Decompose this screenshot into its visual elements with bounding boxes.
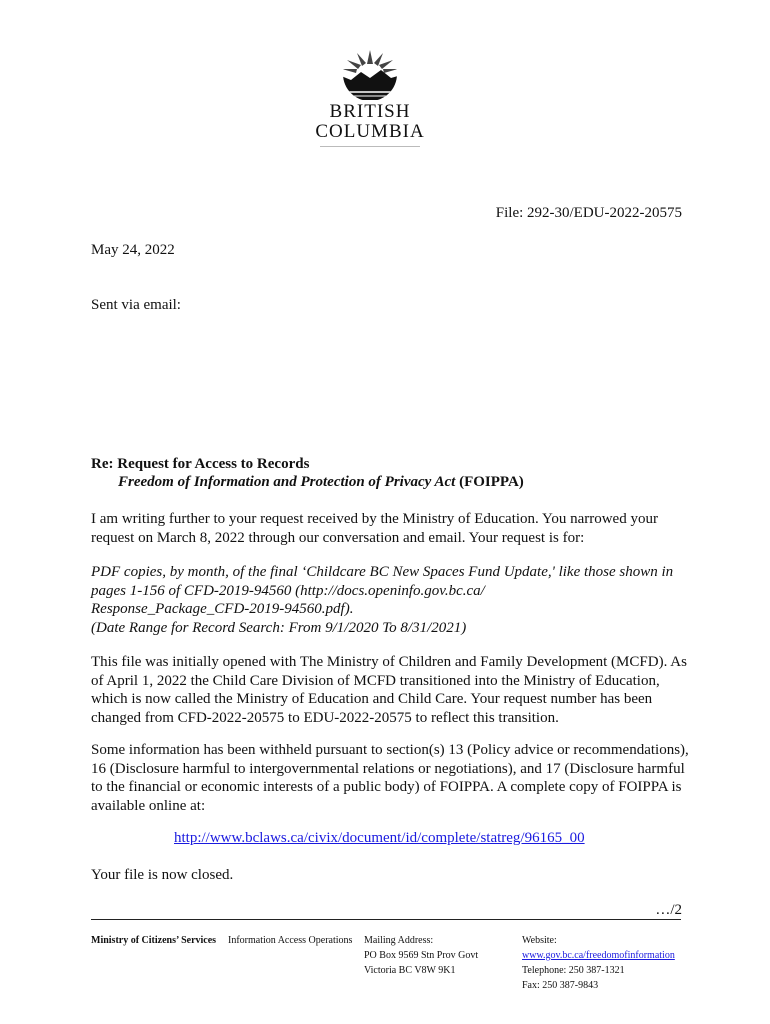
website-link[interactable]: www.gov.bc.ca/freedomofinformation (522, 950, 675, 961)
fax: Fax: 250 387-9843 (522, 980, 599, 991)
request-text-line: pages 1-156 of CFD-2019-94560 (http://docs.openinfo.gov.bc.ca/ (91, 582, 485, 599)
foippa-link[interactable]: http://www.bclaws.ca/civix/document/id/complete/statreg/96165_00 (174, 830, 585, 846)
paragraph-transition: This file was initially opened with The Ministry of Children and Family Development (MCFD). As of April 1, 2022 the Child Care Division of MCFD transitioned into the Ministry of Education, which is now called the Ministry of Education and Child Care. Your request number has been changed from CFD-2022-20575 to EDU-2022-20575 to reflect this transition. (91, 654, 687, 726)
footer-ministry: Ministry of Citizens’ Services (91, 935, 217, 946)
logo-divider (320, 146, 420, 147)
logo-text-british: BRITISH (329, 101, 411, 122)
act-abbreviation: (FOIPPA) (455, 474, 524, 490)
request-text-line: (Date Range for Record Search: From 9/1/2020 To 8/31/2021) (91, 619, 467, 636)
paragraph-request-narrowed: I am writing further to your request received by the Ministry of Education. You narrowed your request on March 8, 2022 through our conversation and email. Your request is for: (91, 511, 658, 546)
footer-contact (522, 933, 675, 993)
page-continuation-marker: …/2 (655, 902, 682, 918)
mailing-line: Victoria BC V8W 9K1 (364, 965, 456, 976)
website-label: Website: (522, 935, 557, 946)
bc-government-logo (300, 42, 440, 147)
file-reference: File: 292-30/EDU-2022-20575 (495, 205, 682, 221)
paragraph-withheld-info: Some information has been withheld pursuant to section(s) 13 (Policy advice or recommendations), 16 (Disclosure harmful to intergovernmental relations or negotiations), and 17 (Disclosure harmful to the financial or economic interests of a public body) of FOIPPA. A complete copy of FOIPPA is available online at: (91, 742, 689, 814)
act-title-line (118, 473, 524, 492)
subject-line: Re: Request for Access to Records (91, 456, 310, 472)
mailing-label: Mailing Address: (364, 935, 434, 946)
letter-date: May 24, 2022 (91, 242, 175, 258)
request-text-line: PDF copies, by month, of the final ‘Childcare BC New Spaces Fund Update,' like those shown in (91, 564, 674, 580)
sent-via-line: Sent via email: (91, 297, 181, 313)
logo-text-columbia: COLUMBIA (315, 121, 425, 142)
footer-mailing-address (364, 933, 478, 978)
telephone: Telephone: 250 387-1321 (522, 965, 625, 976)
footer-divider (91, 919, 681, 920)
closing-line: Your file is now closed. (91, 867, 234, 883)
act-title: Freedom of Information and Protection of Privacy Act (118, 474, 456, 490)
bc-sun-mountain-icon (327, 42, 413, 100)
mailing-line: PO Box 9569 Stn Prov Govt (364, 950, 479, 961)
request-text (91, 563, 691, 637)
footer-department: Information Access Operations (228, 935, 353, 946)
request-text-line: Response_Package_CFD-2019-94560.pdf). (91, 601, 354, 617)
